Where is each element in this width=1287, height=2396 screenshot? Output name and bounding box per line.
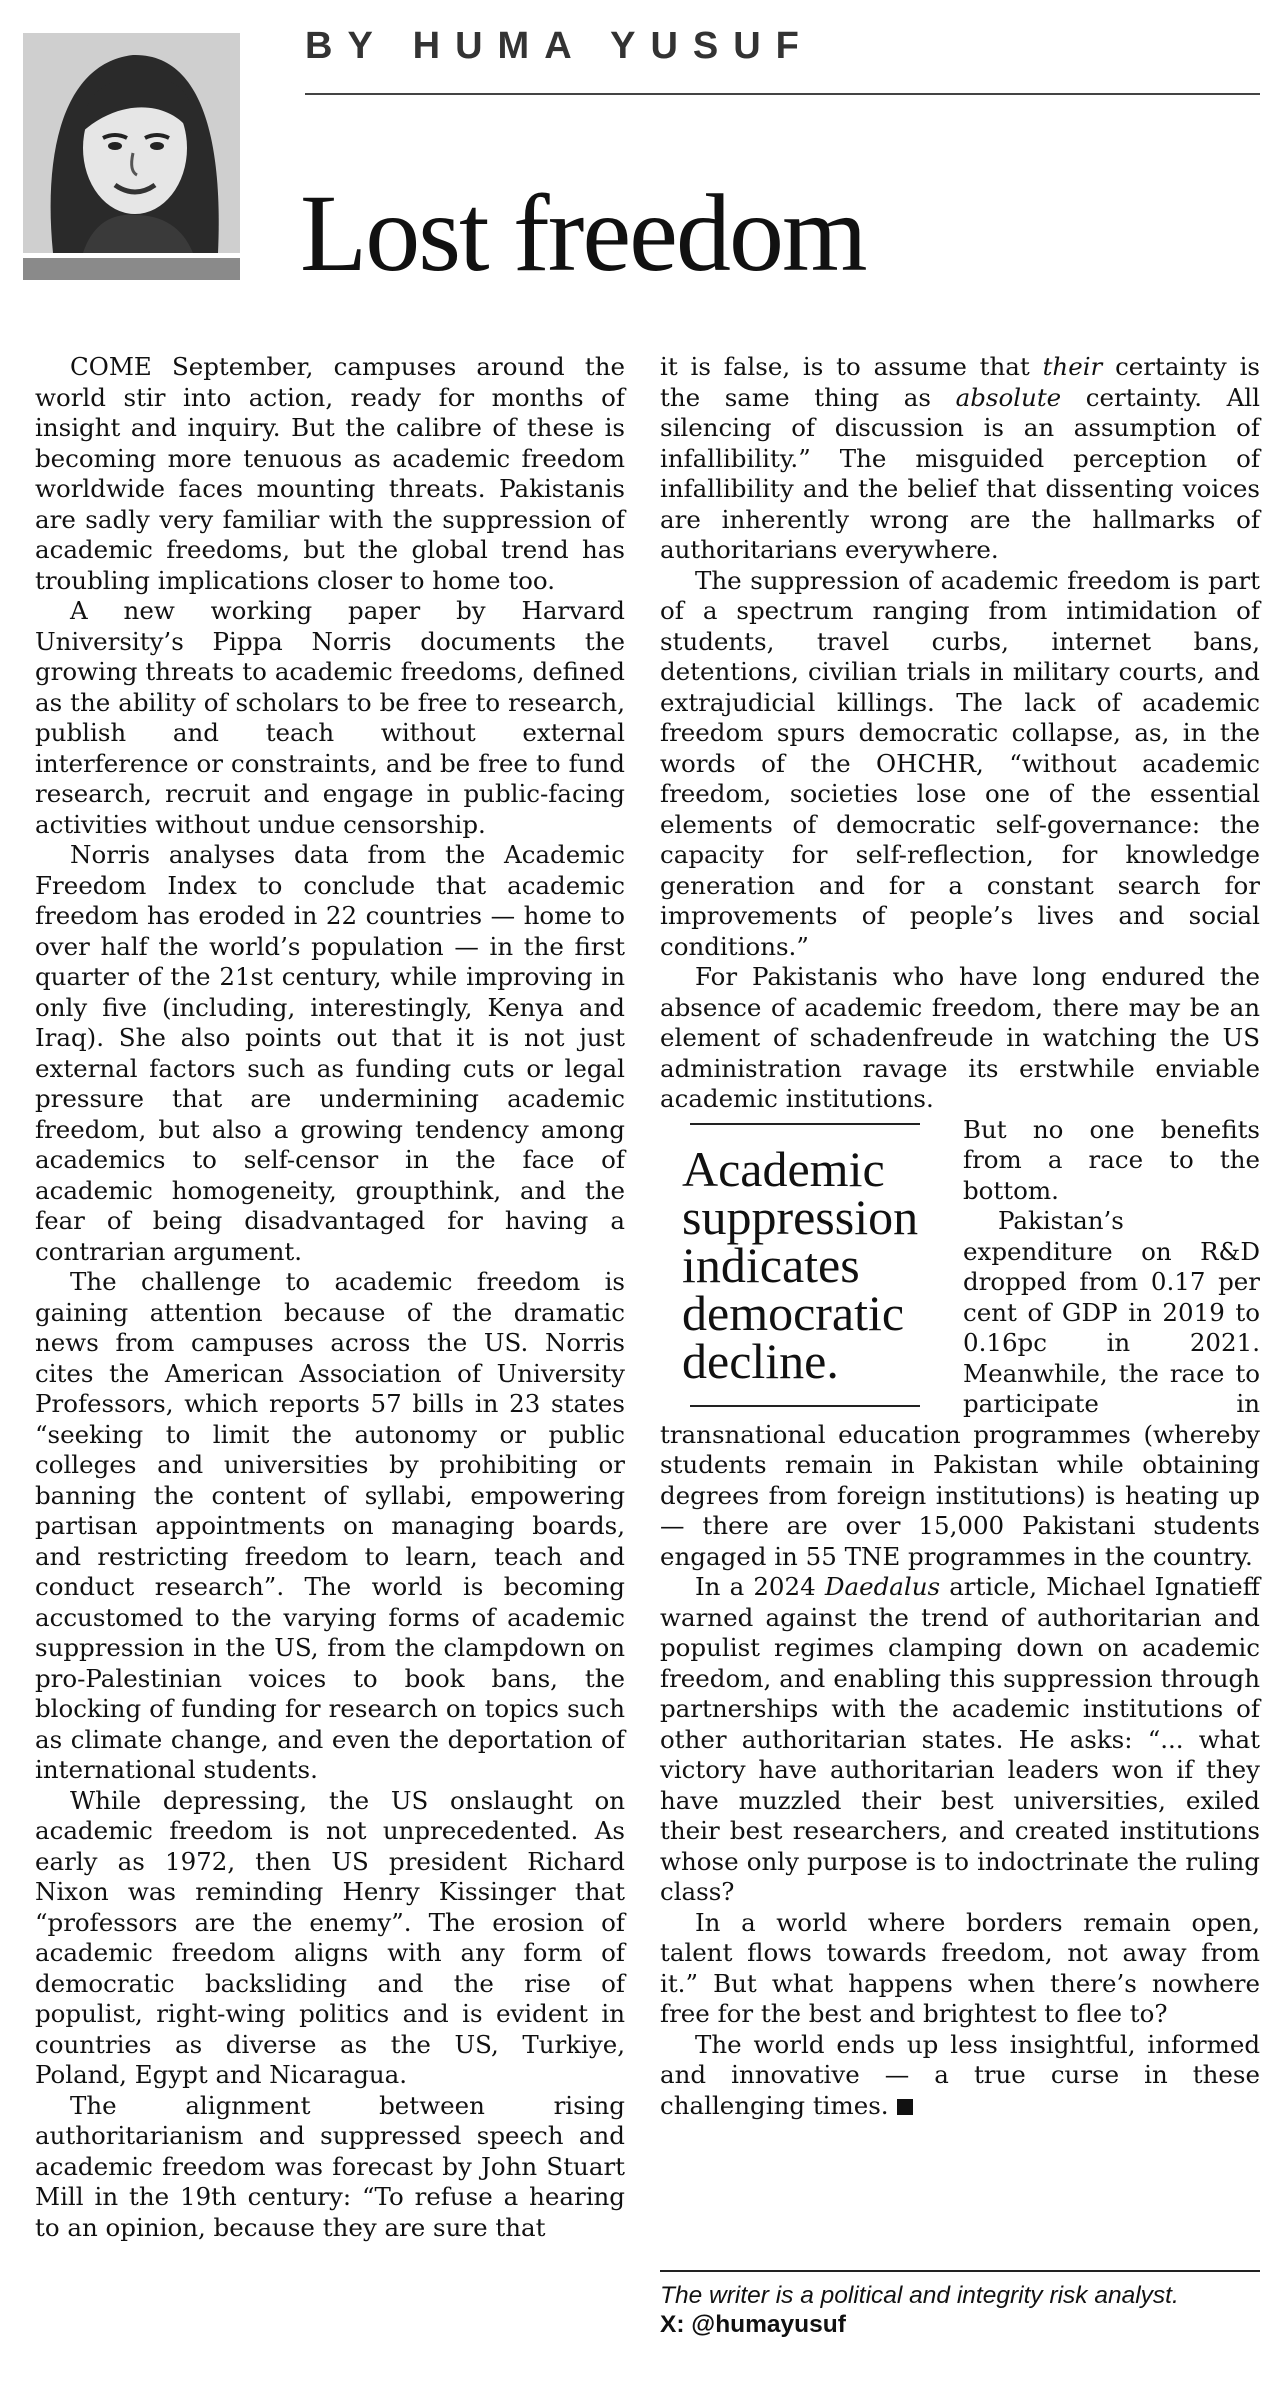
- emphasis-text: their: [1042, 352, 1103, 381]
- paragraph: In a world where borders remain open, talent flows towards freedom, not away from it.” But what happens when there’s nowhere free for the best and brightest to flee to?: [660, 1907, 1260, 2028]
- pull-quote-text: Academic suppression indicates democratic decline.: [682, 1140, 919, 1389]
- portrait-accent-bar: [23, 258, 240, 280]
- paragraph: A new working paper by Harvard University’s Pippa Norris documents the growing threats to academic freedoms, defined as the ability of scholars to be free to research, publish and teach without external interference or constraints, and be free to fund research, recruit and engage in public-facing activities without undue censorship.: [35, 596, 625, 839]
- author-portrait: [23, 33, 240, 253]
- paragraph-text: article, Michael Ignatieff warned against the trend of authoritarian and populist regimes clamping down on academic freedom, and enabling this suppression through partnerships with the academic institutions of other authoritarian states. He asks: “... what victory have authoritarian leaders won if they have muzzled their best universities, exiled their best researchers, and created institutions whose only purpose is to indoctrinate the ruling class?: [660, 1572, 1261, 1906]
- article-column-2: [660, 352, 1260, 2121]
- byline: BY HUMA YUSUF: [305, 25, 814, 67]
- paragraph: The alignment between rising authoritarianism and suppressed speech and academic freedom was forecast by John Stuart Mill in the 19th century: “To refuse a hearing to an opinion, because they are sure that: [35, 2090, 625, 2242]
- paragraph-text: certainty. All silencing of discussion is an assumption of infallibility.” The misguided perception of infallibility and the belief that dissenting voices are inherently wrong are the hallmarks of authoritarians everywhere.: [660, 382, 1260, 564]
- pull-quote-bottom-rule: [690, 1405, 920, 1407]
- paragraph: Pakistan’s expenditure on R&D dropped from 0.17 per cent of GDP in 2019 to 0.16pc in 2021. Meanwhile, the race to participate in transnational education programmes (whereby students remain in Pakistan while obtaining degrees from foreign institutions) is heating up — there are over 15,000 Pakistani students engaged in 55 TNE programmes in the country.: [660, 1206, 1260, 1571]
- paragraph-text: For Pakistanis who have long endured the absence of academic freedom, there may be an element of schadenfreude in watching the US administration ravage its erstwhile enviable academic institutions.: [660, 962, 1260, 1113]
- paragraph: [660, 962, 1260, 1115]
- paragraph-text: it is false, is to assume that: [660, 352, 1043, 381]
- byline-divider: [305, 93, 1260, 95]
- pull-quote: [660, 1123, 935, 1407]
- paragraph-text: In a 2024: [695, 1572, 825, 1601]
- paragraph: [660, 2030, 1260, 2122]
- headline: Lost freedom: [300, 172, 866, 294]
- paragraph-text: certainty is the same thing as: [660, 352, 1260, 412]
- emphasis-text: absolute: [955, 382, 1062, 412]
- author-portrait-image: [23, 33, 240, 253]
- paragraph-text: The world ends up less insightful, informed and innovative — a true curse in these challenging times.: [660, 2029, 1260, 2120]
- footer-divider: [660, 2270, 1260, 2272]
- paragraph: The suppression of academic freedom is part of a spectrum ranging from intimidation of students, travel curbs, internet bans, detentions, civilian trials in military courts, and extrajudicial killings. The lack of academic freedom spurs democratic collapse, as, in the words of the OHCHR, “without academic freedom, societies lose one of the essential elements of democratic self-governance: the capacity for self-reflection, for knowledge generation and for a constant search for improvements of people’s lives and social conditions.”: [660, 565, 1260, 961]
- paragraph: Norris analyses data from the Academic Freedom Index to conclude that academic freedom has eroded in 22 countries — home to over half the world’s population — in the first quarter of the 21st century, while improving in only five (including, interestingly, Kenya and Iraq). She also points out that it is not just external factors such as funding cuts or legal pressure that are undermining academic freedom, but also a growing tendency among academics to self-censor in the face of academic homogeneity, groupthink, and the fear of being disadvantaged for having a contrarian argument.: [35, 840, 625, 1266]
- author-bio: The writer is a political and integrity risk analyst.: [660, 2282, 1179, 2309]
- paragraph: [660, 1572, 1260, 1908]
- author-handle: X: @humayusuf: [660, 2311, 846, 2338]
- paragraph: COME September, campuses around the world stir into action, ready for months of insight and inquiry. But the calibre of these is becoming more tenuous as academic freedom worldwide faces mounting threats. Pakistanis are sadly very familiar with the suppression of academic freedoms, but the global trend has troubling implications closer to home too.: [35, 352, 625, 595]
- paragraph: While depressing, the US onslaught on academic freedom is not unprecedented. As early as 1972, then US president Richard Nixon was reminding Henry Kissinger that “professors are the enemy”. The erosion of academic freedom aligns with any form of democratic backsliding and the rise of populist, right-wing politics and is evident in countries as diverse as the US, Turkiye, Poland, Egypt and Nicaragua.: [35, 1785, 625, 2089]
- paragraph: But no one benefits from a race to the bottom.: [963, 1114, 1260, 1205]
- author-note: [660, 2281, 1260, 2339]
- paragraph: [660, 352, 1260, 566]
- article-header: [0, 0, 1287, 320]
- end-mark-icon: [897, 2099, 913, 2115]
- emphasis-text: Daedalus: [824, 1572, 941, 1601]
- article-column-1: [35, 352, 625, 2243]
- paragraph: The challenge to academic freedom is gaining attention because of the dramatic news from campuses across the US. Norris cites the American Association of University Professors, which reports 57 bills in 23 states “seeking to limit the autonomy or public colleges and universities by prohibiting or banning the content of syllabi, empowering partisan appointments on managing boards, and restricting freedom to learn, teach and conduct research”. The world is becoming accustomed to the varying forms of academic suppression in the US, from the clampdown on pro-Palestinian voices to book bans, the blocking of funding for research on topics such as climate change, and even the deportation of international students.: [35, 1267, 625, 1784]
